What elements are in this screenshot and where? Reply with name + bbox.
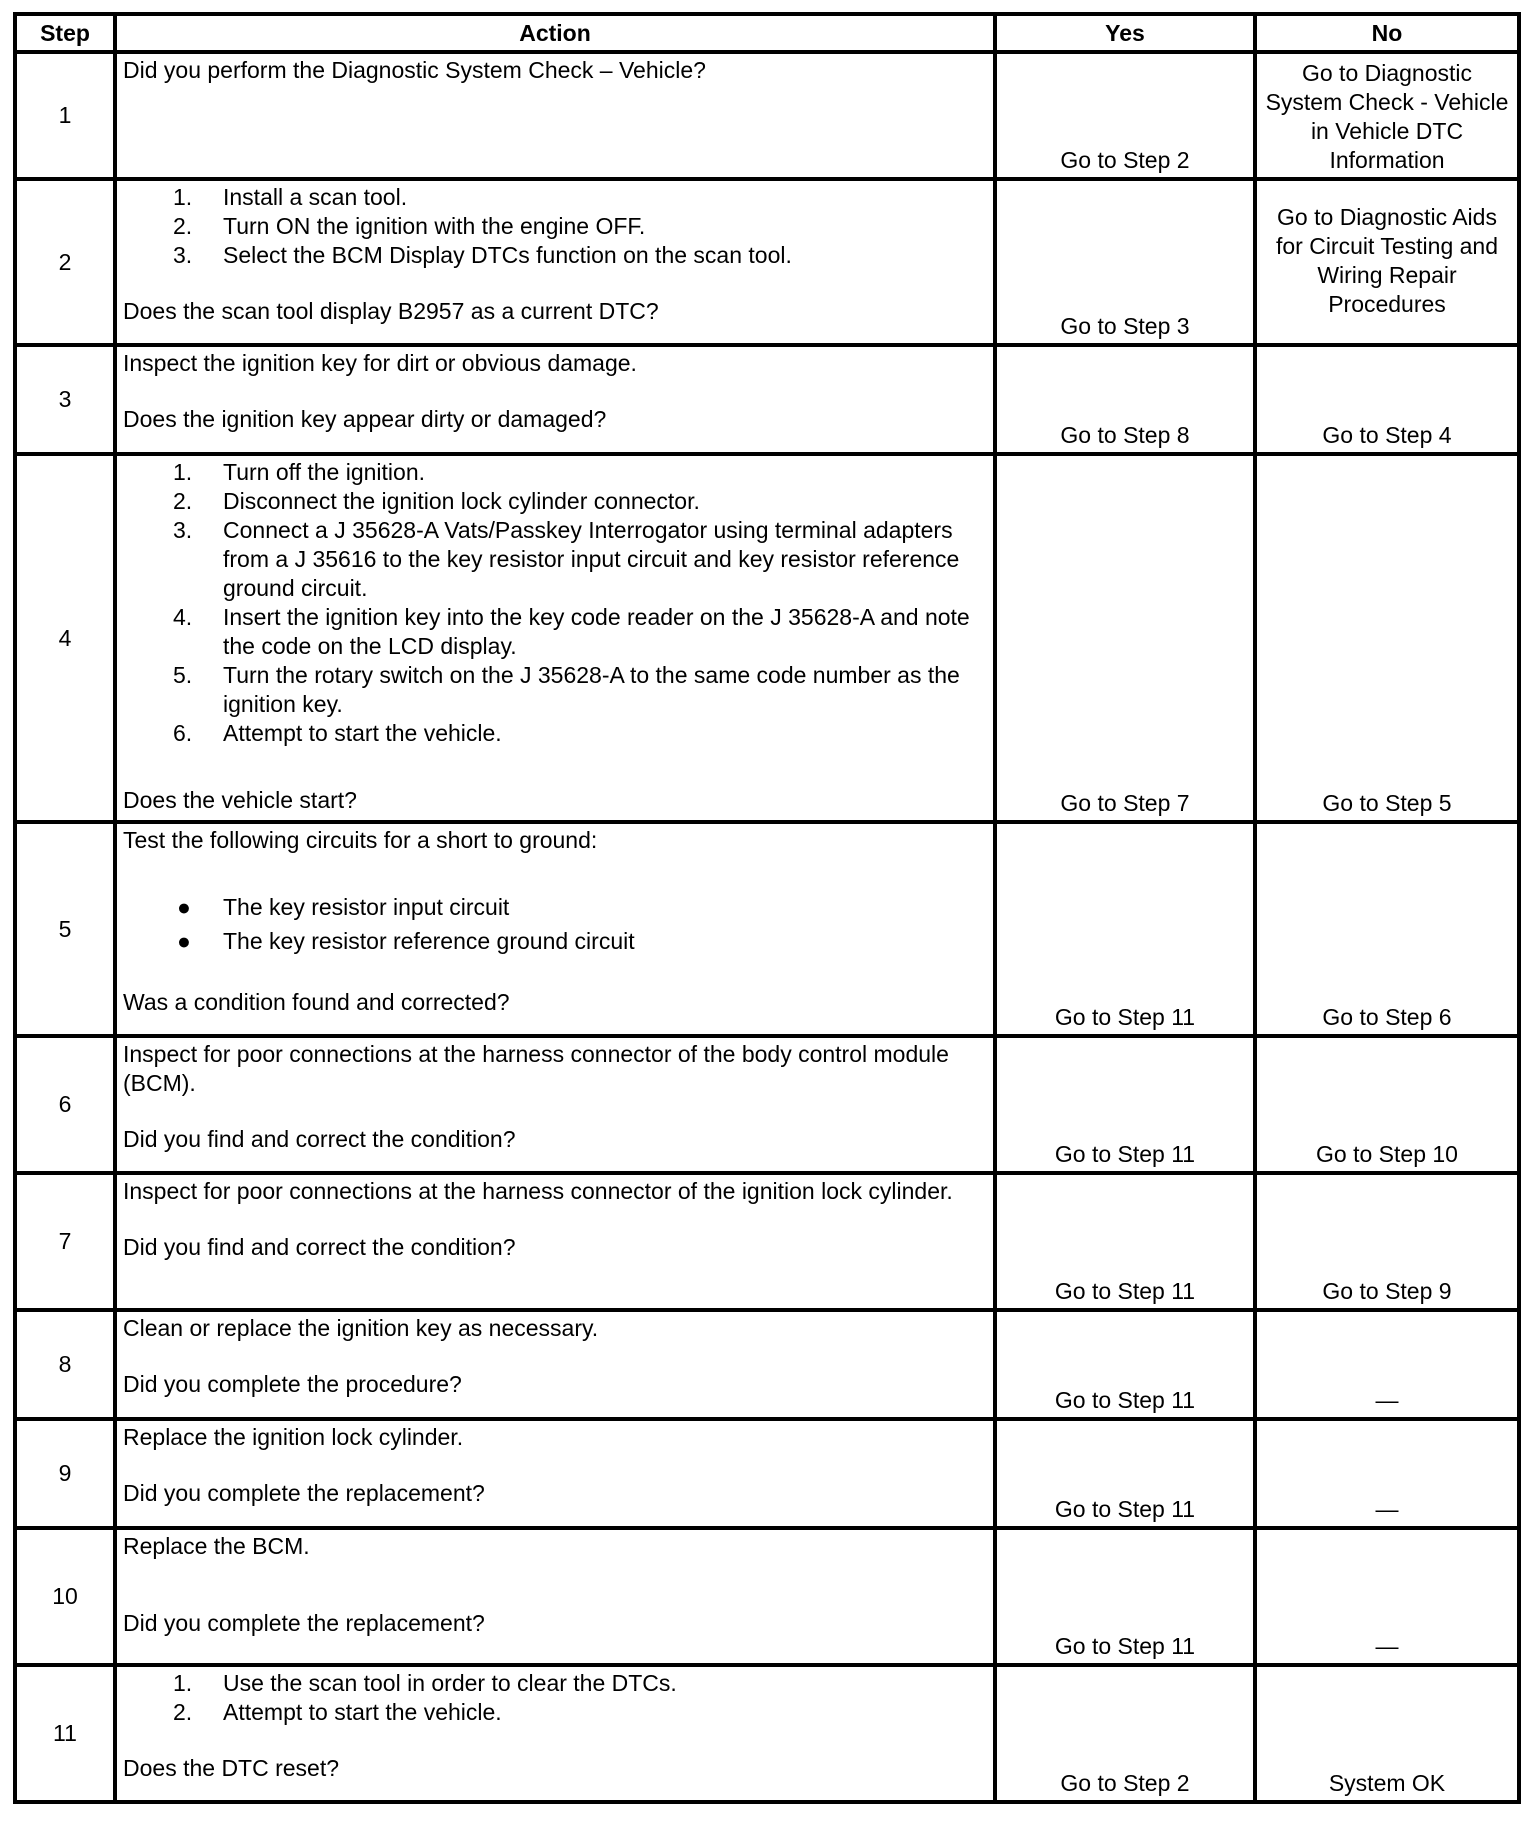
no-cell: Go to Step 10 [1255,1036,1519,1173]
table-row [15,1036,1519,1173]
list-item: 1. Turn off the ignition. [173,459,426,485]
action-question: Does the DTC reset? [123,1755,340,1781]
step-number: 7 [15,1173,115,1310]
action-steps-list [123,183,987,270]
action-question: Did you complete the procedure? [123,1371,462,1397]
list-item: 6. Attempt to start the vehicle. [173,720,502,746]
action-intro: Clean or replace the ignition key as necessary. [123,1315,599,1341]
yes-cell: Go to Step 8 [995,345,1255,454]
no-cell: Go to Step 9 [1255,1173,1519,1310]
list-item: 4. Insert the ignition key into the key code reader on the J 35628-A and note the code on the LCD display. [173,604,970,659]
header-step: Step [15,14,115,52]
table-row [15,345,1519,454]
table-row [15,179,1519,345]
step-number: 8 [15,1310,115,1419]
action-question: Does the vehicle start? [123,787,357,813]
yes-cell: Go to Step 11 [995,1419,1255,1528]
action-question: Did you complete the replacement? [123,1610,485,1636]
table-row [15,52,1519,179]
yes-cell: Go to Step 2 [995,52,1255,179]
step-number: 3 [15,345,115,454]
diagnostic-table-container [13,12,1517,1804]
yes-cell: Go to Step 7 [995,454,1255,822]
action-intro: Inspect the ignition key for dirt or obvious damage. [123,350,637,376]
no-cell: Go to Diagnostic System Check - Vehicle in Vehicle DTC Information [1255,52,1519,179]
yes-cell: Go to Step 2 [995,1665,1255,1802]
step-number: 4 [15,454,115,822]
action-cell [115,1173,995,1310]
table-row [15,1173,1519,1310]
yes-cell: Go to Step 11 [995,1036,1255,1173]
action-cell [115,1665,995,1802]
diagnostic-table [13,12,1521,1804]
no-cell: Go to Step 5 [1255,454,1519,822]
step-number: 6 [15,1036,115,1173]
no-cell: Go to Step 4 [1255,345,1519,454]
step-number: 9 [15,1419,115,1528]
step-number: 2 [15,179,115,345]
list-item: ● The key resistor reference ground circuit [177,928,635,954]
action-cell [115,52,995,179]
table-row [15,1310,1519,1419]
action-cell [115,1036,995,1173]
action-question: Was a condition found and corrected? [123,989,510,1015]
yes-cell: Go to Step 11 [995,1173,1255,1310]
action-steps-list [123,1669,987,1727]
action-cell [115,1419,995,1528]
header-yes: Yes [995,14,1255,52]
list-item: 1. Use the scan tool in order to clear the DTCs. [173,1670,677,1696]
action-cell [115,822,995,1036]
yes-cell: Go to Step 3 [995,179,1255,345]
header-row [15,14,1519,52]
header-no: No [1255,14,1519,52]
step-number: 11 [15,1665,115,1802]
no-cell: — [1255,1528,1519,1665]
action-cell [115,454,995,822]
action-cell [115,345,995,454]
no-cell: Go to Diagnostic Aids for Circuit Testing and Wiring Repair Procedures [1255,179,1519,345]
list-item: 2. Disconnect the ignition lock cylinder connector. [173,488,700,514]
action-intro: Replace the BCM. [123,1533,310,1559]
no-cell: System OK [1255,1665,1519,1802]
list-item: 1. Install a scan tool. [173,184,408,210]
no-cell: — [1255,1419,1519,1528]
action-steps-list [123,458,987,748]
action-cell [115,1310,995,1419]
list-item: 2. Turn ON the ignition with the engine OFF. [173,213,646,239]
action-question: Does the ignition key appear dirty or damaged? [123,406,607,432]
action-cell [115,1528,995,1665]
yes-cell: Go to Step 11 [995,822,1255,1036]
list-item: 3. Select the BCM Display DTCs function on the scan tool. [173,242,792,268]
action-intro: Replace the ignition lock cylinder. [123,1424,464,1450]
list-item: 3. Connect a J 35628-A Vats/Passkey Interrogator using terminal adapters from a J 35616 to the key resistor input circuit and key resistor reference ground circuit. [173,517,960,601]
list-item: ● The key resistor input circuit [177,894,510,920]
list-item: 5. Turn the rotary switch on the J 35628-A to the same code number as the ignition key. [173,662,960,717]
table-row [15,822,1519,1036]
action-cell [115,179,995,345]
table-row [15,1665,1519,1802]
yes-cell: Go to Step 11 [995,1310,1255,1419]
table-row [15,454,1519,822]
header-action: Action [115,14,995,52]
action-intro: Inspect for poor connections at the harness connector of the body control module (BCM). [123,1041,949,1096]
no-cell: Go to Step 6 [1255,822,1519,1036]
action-intro: Test the following circuits for a short to ground: [123,827,598,853]
table-row [15,1419,1519,1528]
step-number: 5 [15,822,115,1036]
action-question: Did you find and correct the condition? [123,1126,516,1152]
action-question: Did you complete the replacement? [123,1480,485,1506]
table-row [15,1528,1519,1665]
action-question: Did you find and correct the condition? [123,1234,516,1260]
action-bullet-list [123,893,987,956]
step-number: 1 [15,52,115,179]
action-intro: Did you perform the Diagnostic System Check – Vehicle? [123,57,706,83]
step-number: 10 [15,1528,115,1665]
action-intro: Inspect for poor connections at the harness connector of the ignition lock cylinder. [123,1178,953,1204]
list-item: 2. Attempt to start the vehicle. [173,1699,502,1725]
no-cell: — [1255,1310,1519,1419]
yes-cell: Go to Step 11 [995,1528,1255,1665]
action-question: Does the scan tool display B2957 as a current DTC? [123,298,659,324]
